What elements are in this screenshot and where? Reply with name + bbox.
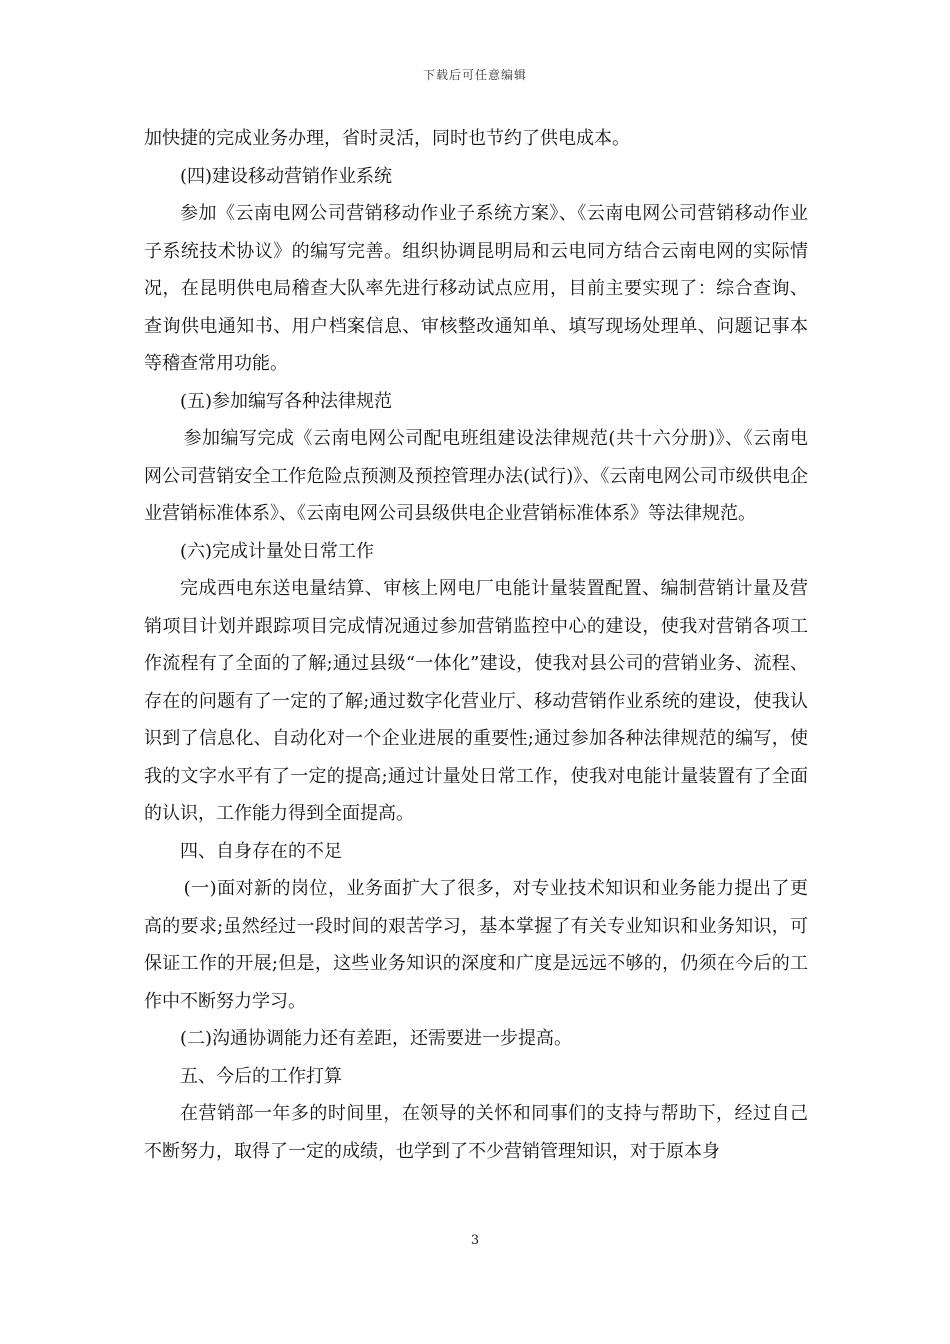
document-body bbox=[144, 120, 808, 1170]
section-heading-4: (四)建设移动营销作业系统 bbox=[180, 165, 393, 187]
page-number: 3 bbox=[470, 1233, 480, 1248]
paragraph-metering-work: 完成西电东送电量结算、审核上网电厂电能计量装置配置、编制营销计量及营销项目计划并跟踪项目完成情况通过参加营销监控中心的建设，使我对营销各项工作流程有了全面的了解;通过县级“一体化”建设，使我对县公司的营销业务、流程、存在的问题有了一定的了解;通过数字化营业厅、移动营销作业系统的建设，使我认识到了信息化、自动化对一个企业进展的重要性;通过参加各种法律规范的编写，使我的文字水平有了一定的提高;通过计量处日常工作，使我对电能计量装置有了全面的认识，工作能力得到全面提高。 bbox=[144, 578, 808, 824]
page-header: 下载后可任意编辑 bbox=[422, 68, 527, 82]
paragraph-shortcoming-2: (二)沟通协调能力还有差距，还需要进一步提高。 bbox=[180, 1028, 573, 1049]
paragraph-shortcoming-1: (一)面对新的岗位，业务面扩大了很多，对专业技术知识和业务能力提出了更高的要求;虽然经过一段时间的艰苦学习，基本掌握了有关专业知识和业务知识，可保证工作的开展;但是，这些业务知识的深度和广度是远远不够的，仍须在今后的工作中不断努力学习。 bbox=[144, 878, 808, 1012]
section-heading-6: (六)完成计量处日常工作 bbox=[180, 540, 375, 562]
section-heading-plans: 五、今后的工作打算 bbox=[180, 1065, 342, 1087]
paragraph-regulations: 参加编写完成《云南电网公司配电班组建设法律规范(共十六分册)》、《云南电网公司营销安全工作危险点预测及预控管理办法(试行)》、《云南电网公司市级供电企业营销标准体系》、《云南电网公司县级供电企业营销标准体系》等法律规范。 bbox=[144, 428, 808, 524]
paragraph-mobile-system: 参加《云南电网公司营销移动作业子系统方案》、《云南电网公司营销移动作业子系统技术协议》的编写完善。组织协调昆明局和云电同方结合云南电网的实际情况，在昆明供电局稽查大队率先进行移动试点应用，目前主要实现了：综合查询、查询供电通知书、用户档案信息、审核整改通知单、填写现场处理单、问题记事本等稽查常用功能。 bbox=[144, 203, 808, 374]
section-heading-shortcomings: 四、自身存在的不足 bbox=[180, 840, 342, 862]
paragraph-plans: 在营销部一年多的时间里，在领导的关怀和同事们的支持与帮助下，经过自己不断努力，取得了一定的成绩，也学到了不少营销管理知识，对于原本身 bbox=[144, 1103, 808, 1162]
paragraph-1: 加快捷的完成业务办理，省时灵活，同时也节约了供电成本。 bbox=[144, 128, 630, 149]
section-heading-5: (五)参加编写各种法律规范 bbox=[180, 390, 393, 412]
